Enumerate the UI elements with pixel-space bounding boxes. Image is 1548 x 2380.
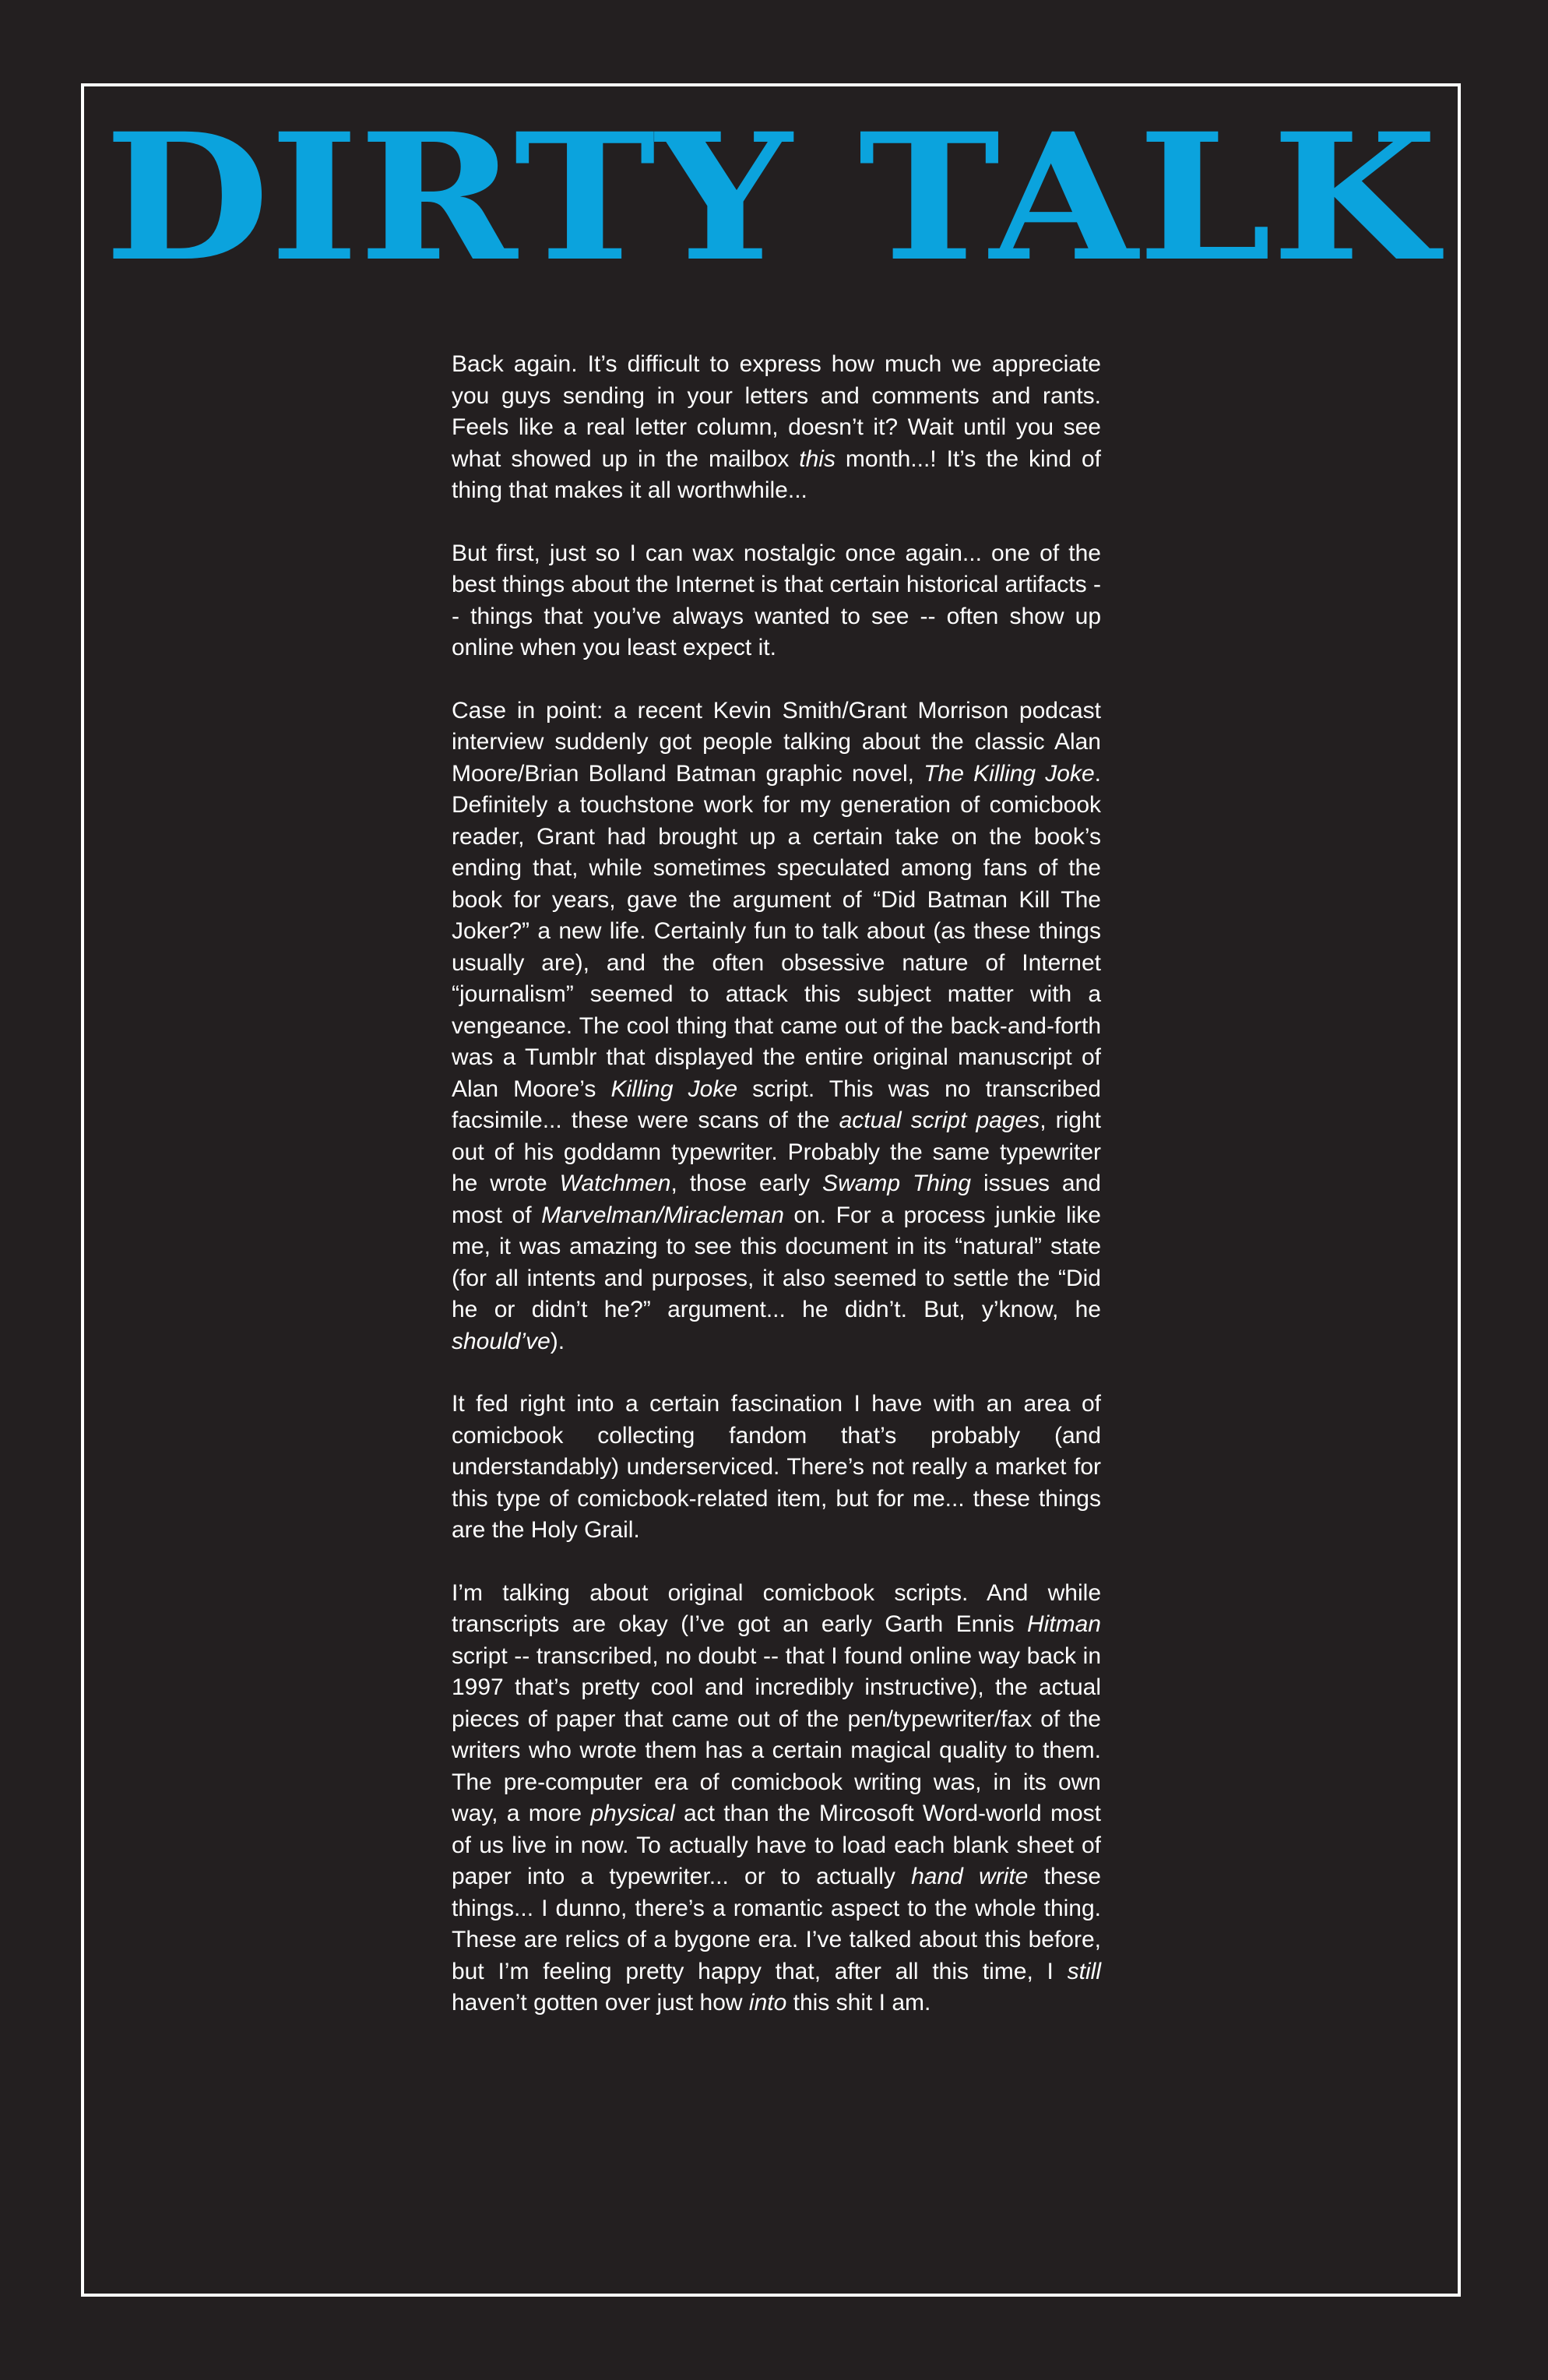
text-run: . Definitely a touchstone work for my generation of comicbook reader, Grant had brought up a certain take on the book’s ending that, while sometimes speculated among fans of the book for years, gave the argument of “Did Batman Kill The Joker?” a new life. Certainly fun to talk about (as these things usually are), and the often obsessive nature of Internet “journalism” seemed to attack this subject matter with a vengeance. The cool thing that came out of the back-and-forth was a Tumblr that displayed the entire original manuscript of Alan Moore’s <box>452 760 1101 1102</box>
italic-text: hand write <box>911 1864 1029 1889</box>
text-run: ). <box>550 1328 565 1354</box>
italic-text: this <box>799 445 836 472</box>
text-run: Back again. It’s difficult to express how much we appreciate you guys sending in your letters and comments and rants. Feels like a real letter column, doesn’t it? Wait until you see what showed up in the mailbox <box>452 351 1101 472</box>
italic-text: still <box>1067 1958 1101 1984</box>
italic-text: actual script pages <box>839 1107 1040 1133</box>
text-run: It fed right into a certain fascination I have with an area of comicbook collecting fandom that’s probably (and understandably) underserviced. There’s not really a market for this type of comicbook-related item, but for me... these things are the Holy Grail. <box>452 1391 1101 1543</box>
text-run: script. This was no transcribed facsimile... these were scans of the <box>452 1076 1101 1133</box>
italic-text: should’ve <box>452 1328 551 1354</box>
letter-column-body <box>452 349 1101 2051</box>
italic-text: Watchmen <box>559 1171 671 1196</box>
text-run: Case in point: a recent Kevin Smith/Grant Morrison podcast interview suddenly got people talking about the classic Alan Moore/Brian Bolland Batman graphic novel, <box>452 697 1101 787</box>
text-run: script -- transcribed, no doubt -- that I found online way back in 1997 that’s pretty cool and incredibly instructive), the actual pieces of paper that came out of the pen/typewriter/fax of the writers who wrote them has a certain magical quality to them. The pre-computer era of comicbook writing was, in its own way, a more <box>452 1642 1101 1826</box>
text-run: act than the Mircosoft Word-world most of us live in now. To actually have to load each blank sheet of paper into a typewriter... or to actually <box>452 1801 1101 1889</box>
italic-text: Swamp Thing <box>822 1171 972 1196</box>
italic-text: The Killing Joke <box>924 760 1095 787</box>
text-run: issues and most of <box>452 1171 1101 1228</box>
text-run: I’m talking about original comicbook scripts. And while transcripts are okay (I’ve got an early Garth Ennis <box>452 1579 1101 1637</box>
paragraph <box>452 349 1101 507</box>
italic-text: Marvelman/Miracleman <box>541 1202 784 1228</box>
text-run: , those early <box>670 1171 823 1196</box>
paragraph <box>452 695 1101 1358</box>
text-run: these things... I dunno, there’s a romantic aspect to the whole thing. These are relics of a bygone era. I’ve talked about this before, but I’m feeling pretty happy that, after all this time, I <box>452 1864 1101 1984</box>
paragraph <box>452 1389 1101 1547</box>
text-run: haven’t gotten over just how <box>452 1990 749 2016</box>
text-run: , right out of his goddamn typewriter. Probably the same typewriter he wrote <box>452 1107 1101 1196</box>
paragraph <box>452 538 1101 664</box>
paragraph <box>452 1578 1101 2019</box>
italic-text: into <box>748 1990 787 2016</box>
text-run: this shit I am. <box>786 1990 931 2016</box>
column-title <box>81 109 1461 288</box>
italic-text: Killing Joke <box>610 1076 738 1102</box>
text-run: But first, just so I can wax nostalgic once again... one of the best things about the Internet is that certain historical artifacts -- things that you’ve always wanted to see -- often show up online when you least expect it. <box>452 540 1101 660</box>
title-text: DIRTY TALK <box>104 109 1444 288</box>
italic-text: physical <box>590 1801 675 1826</box>
text-run: on. For a process junkie like me, it was amazing to see this document in its “natural” state (for all intents and purposes, it also seemed to settle the “Did he or didn’t he?” argument... he didn’t. But, y’know, he <box>452 1202 1101 1322</box>
text-run: month...! It’s the kind of thing that makes it all worthwhile... <box>452 445 1101 503</box>
italic-text: Hitman <box>1026 1611 1101 1637</box>
title-logo <box>81 109 1461 288</box>
